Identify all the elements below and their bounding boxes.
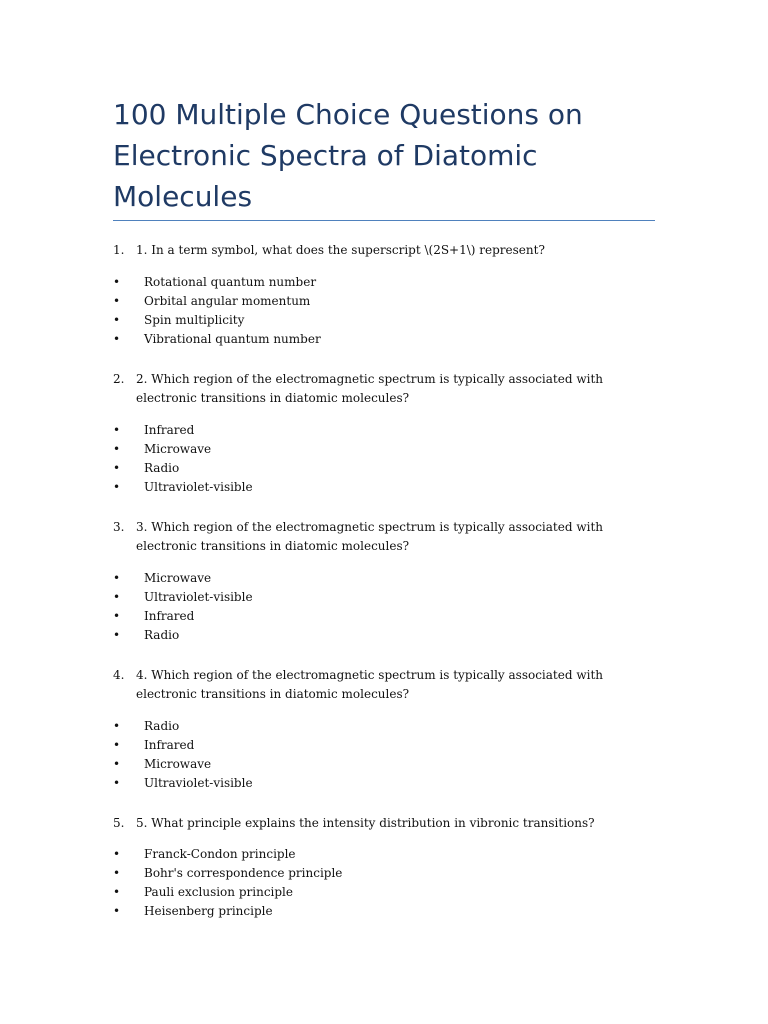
bullet-icon: • — [113, 460, 121, 475]
answer-option — [113, 902, 658, 921]
bullet-icon: • — [113, 866, 121, 880]
bullet-icon: • — [113, 608, 121, 623]
answer-option-text: Infrared — [144, 422, 195, 437]
answer-option-text: Radio — [144, 460, 180, 475]
answer-option — [113, 845, 658, 864]
question-item — [113, 518, 658, 645]
question-row — [113, 666, 658, 705]
answer-option-text: Ultraviolet-visible — [144, 479, 253, 494]
question-number: 3. — [113, 519, 125, 534]
answer-option — [113, 626, 658, 645]
bullet-icon: • — [113, 718, 121, 733]
bullet-icon: • — [113, 422, 121, 437]
bullet-icon: • — [113, 570, 121, 585]
question-item — [113, 370, 658, 497]
answer-option-text: Franck-Condon principle — [144, 847, 296, 861]
answer-option — [113, 736, 658, 755]
answer-option-text: Microwave — [144, 570, 212, 585]
question-text: 2. Which region of the electromagnetic spectrum is typically associated with electronic transitions in diatomic molecules? — [136, 371, 603, 405]
bullet-icon: • — [113, 441, 121, 456]
question-row — [113, 814, 658, 834]
bullet-icon: • — [113, 627, 121, 642]
answer-option — [113, 883, 658, 902]
document-title: 100 Multiple Choice Questions on Electronic Spectra of Diatomic Molecules — [113, 98, 583, 213]
answer-option — [113, 459, 658, 478]
question-list — [113, 241, 658, 942]
bullet-icon: • — [113, 312, 121, 327]
question-item — [113, 241, 658, 349]
bullet-icon: • — [113, 847, 121, 861]
answer-option-text: Microwave — [144, 441, 212, 456]
question-text: 5. What principle explains the intensity distribution in vibronic transitions? — [136, 815, 595, 830]
question-number: 1. — [113, 243, 125, 257]
answer-option — [113, 588, 658, 607]
answer-options — [113, 421, 658, 497]
answer-option — [113, 607, 658, 626]
answer-option — [113, 330, 658, 349]
answer-option-text: Ultraviolet-visible — [144, 775, 253, 790]
answer-option — [113, 864, 658, 883]
bullet-icon: • — [113, 885, 121, 899]
answer-option-text: Microwave — [144, 756, 212, 771]
answer-option — [113, 569, 658, 588]
answer-options — [113, 717, 658, 793]
question-text: 1. In a term symbol, what does the superscript \(2S+1\) represent? — [136, 243, 545, 257]
bullet-icon: • — [113, 904, 121, 918]
bullet-icon: • — [113, 293, 121, 308]
answer-option — [113, 273, 658, 292]
answer-option-text: Radio — [144, 718, 180, 733]
question-row — [113, 518, 658, 557]
answer-options — [113, 845, 658, 921]
answer-option-text: Orbital angular momentum — [144, 293, 311, 308]
question-number: 4. — [113, 667, 125, 682]
bullet-icon: • — [113, 479, 121, 494]
answer-option-text: Ultraviolet-visible — [144, 589, 253, 604]
answer-option-text: Pauli exclusion principle — [144, 885, 293, 899]
question-item — [113, 666, 658, 793]
answer-options — [113, 273, 658, 349]
answer-option — [113, 421, 658, 440]
answer-options — [113, 569, 658, 645]
answer-option — [113, 478, 658, 497]
answer-option — [113, 774, 658, 793]
title-divider — [113, 220, 655, 221]
answer-option-text: Infrared — [144, 608, 195, 623]
bullet-icon: • — [113, 737, 121, 752]
answer-option — [113, 292, 658, 311]
bullet-icon: • — [113, 331, 121, 346]
bullet-icon: • — [113, 589, 121, 604]
question-row — [113, 241, 658, 261]
answer-option — [113, 755, 658, 774]
question-number: 5. — [113, 815, 125, 830]
answer-option-text: Heisenberg principle — [144, 904, 273, 918]
bullet-icon: • — [113, 775, 121, 790]
question-number: 2. — [113, 371, 125, 386]
answer-option-text: Vibrational quantum number — [144, 331, 321, 346]
question-item — [113, 814, 658, 922]
question-text: 3. Which region of the electromagnetic spectrum is typically associated with electronic transitions in diatomic molecules? — [136, 519, 603, 553]
answer-option-text: Radio — [144, 627, 180, 642]
bullet-icon: • — [113, 274, 121, 289]
answer-option — [113, 311, 658, 330]
question-row — [113, 370, 658, 409]
answer-option-text: Spin multiplicity — [144, 312, 245, 327]
answer-option-text: Bohr's correspondence principle — [144, 866, 343, 880]
answer-option-text: Rotational quantum number — [144, 274, 317, 289]
answer-option-text: Infrared — [144, 737, 195, 752]
answer-option — [113, 717, 658, 736]
answer-option — [113, 440, 658, 459]
question-text: 4. Which region of the electromagnetic spectrum is typically associated with electronic transitions in diatomic molecules? — [136, 667, 603, 701]
bullet-icon: • — [113, 756, 121, 771]
